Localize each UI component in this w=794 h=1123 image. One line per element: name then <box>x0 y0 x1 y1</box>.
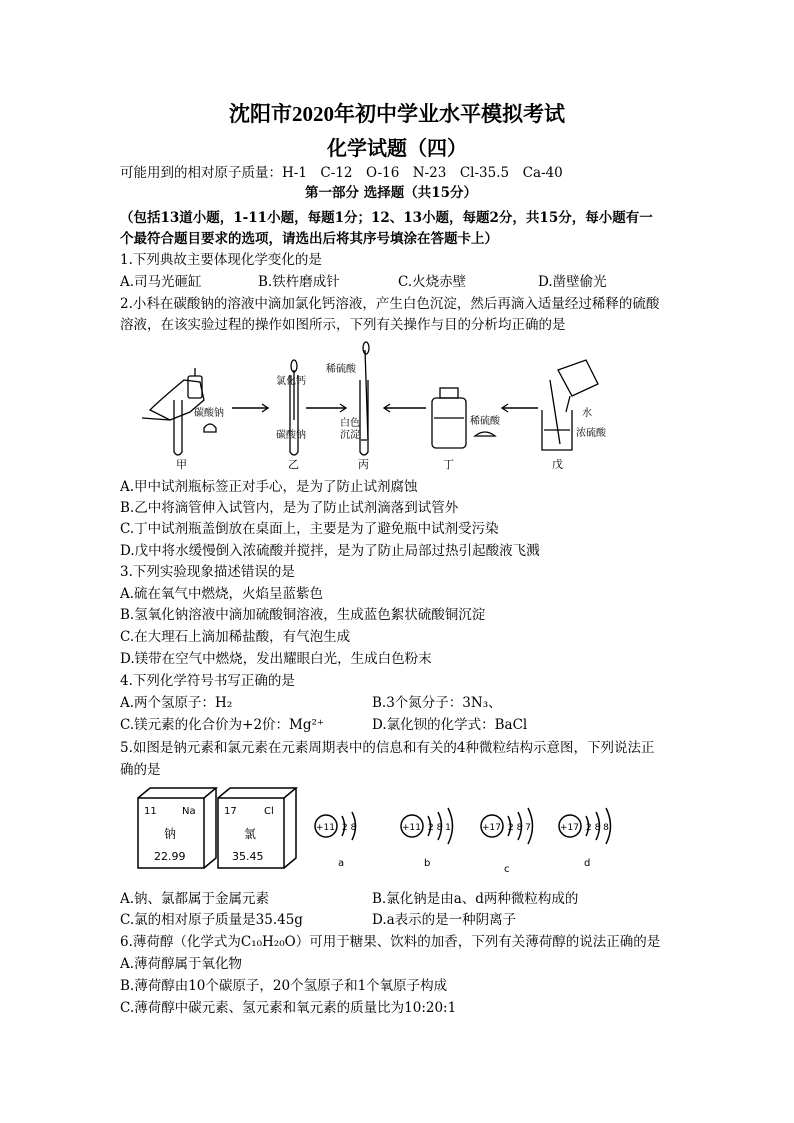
q3-option-c: C.在大理石上滴加稀盐酸，有气泡生成 <box>120 629 351 645</box>
q6-stem: 6.薄荷醇（化学式为C₁₀H₂₀O）可用于糖果、饮料的加香，下列有关薄荷醇的说法正确的是 <box>120 934 661 950</box>
q2-option-b: B.乙中将滴管伸入试管内，是为了防止试剂滴落到试管外 <box>120 500 459 516</box>
particle-d-electrons: 2 8 8 <box>586 823 609 833</box>
q4-option-d: D.氯化钡的化学式：BaCl <box>372 717 528 733</box>
q4-stem: 4.下列化学符号书写正确的是 <box>120 673 295 689</box>
label-sodium-carbonate-1: 碳酸钠 <box>194 408 224 419</box>
q1-option-c: C.火烧赤壁 <box>398 274 467 290</box>
q5-option-c: C.氯的相对原子质量是35.45g <box>120 912 303 928</box>
q5-stem-2: 确的是 <box>120 762 161 778</box>
part1-instruction-1: （包括13道小题，1-11小题，每题1分；12、13小题，每题2分，共15分，每小题有一 <box>120 210 653 226</box>
particle-b-nucleus: +11 <box>402 823 421 833</box>
q6-option-b: B.薄荷醇由10个碳原子，20个氢原子和1个氧原子构成 <box>120 978 448 994</box>
label-dilute-sulfuric-2: 稀硫酸 <box>470 416 500 427</box>
q5-option-d: D.a表示的是一种阴离子 <box>372 912 517 928</box>
particle-c-electrons: 2 8 7 <box>508 823 531 833</box>
q4-option-b: B.3个氮分子：3N₃、 <box>372 695 502 711</box>
na-symbol: Na <box>182 806 196 817</box>
particle-c-label: c <box>504 864 510 875</box>
particle-a-label: a <box>338 858 345 869</box>
q1-stem: 1.下列典故主要体现化学变化的是 <box>120 252 322 268</box>
caption-wu: 戊 <box>552 458 563 471</box>
label-precipitate: 沉淀 <box>340 430 360 441</box>
q3-option-d: D.镁带在空气中燃烧，发出耀眼白光，生成白色粉末 <box>120 651 432 667</box>
page-subtitle: 化学试题（四） <box>327 138 467 160</box>
na-mass: 22.99 <box>154 850 186 863</box>
label-calcium-chloride: 氯化钙 <box>276 376 306 387</box>
q2-option-a: A.甲中试剂瓶标签正对手心，是为了防止试剂腐蚀 <box>120 479 418 495</box>
q2-stem-1: 2.小科在碳酸钠的溶液中滴加氯化钙溶液，产生白色沉淀，然后再滴入适量经过稀释的硫酸 <box>120 296 660 312</box>
na-atomic-number: 11 <box>144 806 157 817</box>
particle-b-label: b <box>424 858 431 869</box>
q1-option-a: A.司马光砸缸 <box>120 274 202 290</box>
na-name: 钠 <box>164 827 177 841</box>
q2-option-c: C.丁中试剂瓶盖倒放在桌面上，主要是为了避免瓶中试剂受污染 <box>120 521 499 537</box>
part1-instruction-2: 个最符合题目要求的选项，请选出后将其序号填涂在答题卡上） <box>120 231 498 247</box>
atomic-mass-line: 可能用到的相对原子质量：H-1 C-12 O-16 N-23 Cl-35.5 Ca-40 <box>120 165 563 181</box>
caption-bing: 丙 <box>358 458 369 471</box>
particle-a-electrons: 2 8 <box>342 823 357 833</box>
q5-option-a: A.钠、氯都属于金属元素 <box>120 891 270 907</box>
q2-option-d: D.戊中将水缓慢倒入浓硫酸并搅拌，是为了防止局部过热引起酸液飞溅 <box>120 543 540 559</box>
cl-atomic-number: 17 <box>224 806 237 817</box>
q4-option-c: C.镁元素的化合价为+2价：Mg²⁺ <box>120 717 325 733</box>
label-sodium-carbonate-2: 碳酸钠 <box>276 430 306 441</box>
label-dilute-sulfuric-1: 稀硫酸 <box>326 364 356 375</box>
q2-stem-2: 溶液，在该实验过程的操作如图所示，下列有关操作与目的分析均正确的是 <box>120 317 566 333</box>
q4-option-a: A.两个氢原子：H₂ <box>120 695 233 711</box>
particle-c-nucleus: +17 <box>482 823 501 833</box>
q6-option-a: A.薄荷醇属于氧化物 <box>120 956 243 972</box>
q2-experiment-figure <box>140 340 640 472</box>
q3-option-a: A.硫在氧气中燃烧，火焰呈蓝紫色 <box>120 586 324 602</box>
part1-heading: 第一部分 选择题（共15分） <box>305 185 477 201</box>
q1-option-b: B.铁杵磨成针 <box>258 274 340 290</box>
q5-element-figure <box>130 784 630 880</box>
q3-option-b: B.氢氧化钠溶液中滴加硫酸铜溶液，生成蓝色絮状硫酸铜沉淀 <box>120 607 486 623</box>
caption-ding: 丁 <box>443 458 454 471</box>
particle-d-nucleus: +17 <box>560 823 579 833</box>
page-title: 沈阳市2020年初中学业水平模拟考试 <box>229 102 565 126</box>
cl-name: 氯 <box>244 827 257 841</box>
particle-a-nucleus: +11 <box>316 823 335 833</box>
q5-stem-1: 5.如图是钠元素和氯元素在元素周期表中的信息和有关的4种微粒结构示意图，下列说法正 <box>120 740 655 756</box>
q3-stem: 3.下列实验现象描述错误的是 <box>120 564 295 580</box>
cl-symbol: Cl <box>264 806 274 817</box>
cl-mass: 35.45 <box>232 850 264 863</box>
q6-option-c: C.薄荷醇中碳元素、氢元素和氧元素的质量比为10:20:1 <box>120 1000 457 1016</box>
q5-option-b: B.氯化钠是由a、d两种微粒构成的 <box>372 891 579 907</box>
particle-d-label: d <box>584 858 591 869</box>
q1-option-d: D.凿壁偷光 <box>538 274 607 290</box>
caption-yi: 乙 <box>288 458 299 471</box>
label-water: 水 <box>582 408 592 419</box>
label-conc-sulfuric: 浓硫酸 <box>576 428 606 439</box>
particle-b-electrons: 2 8 1 <box>428 823 451 833</box>
caption-jia: 甲 <box>176 458 187 471</box>
label-white: 白色 <box>340 418 360 429</box>
